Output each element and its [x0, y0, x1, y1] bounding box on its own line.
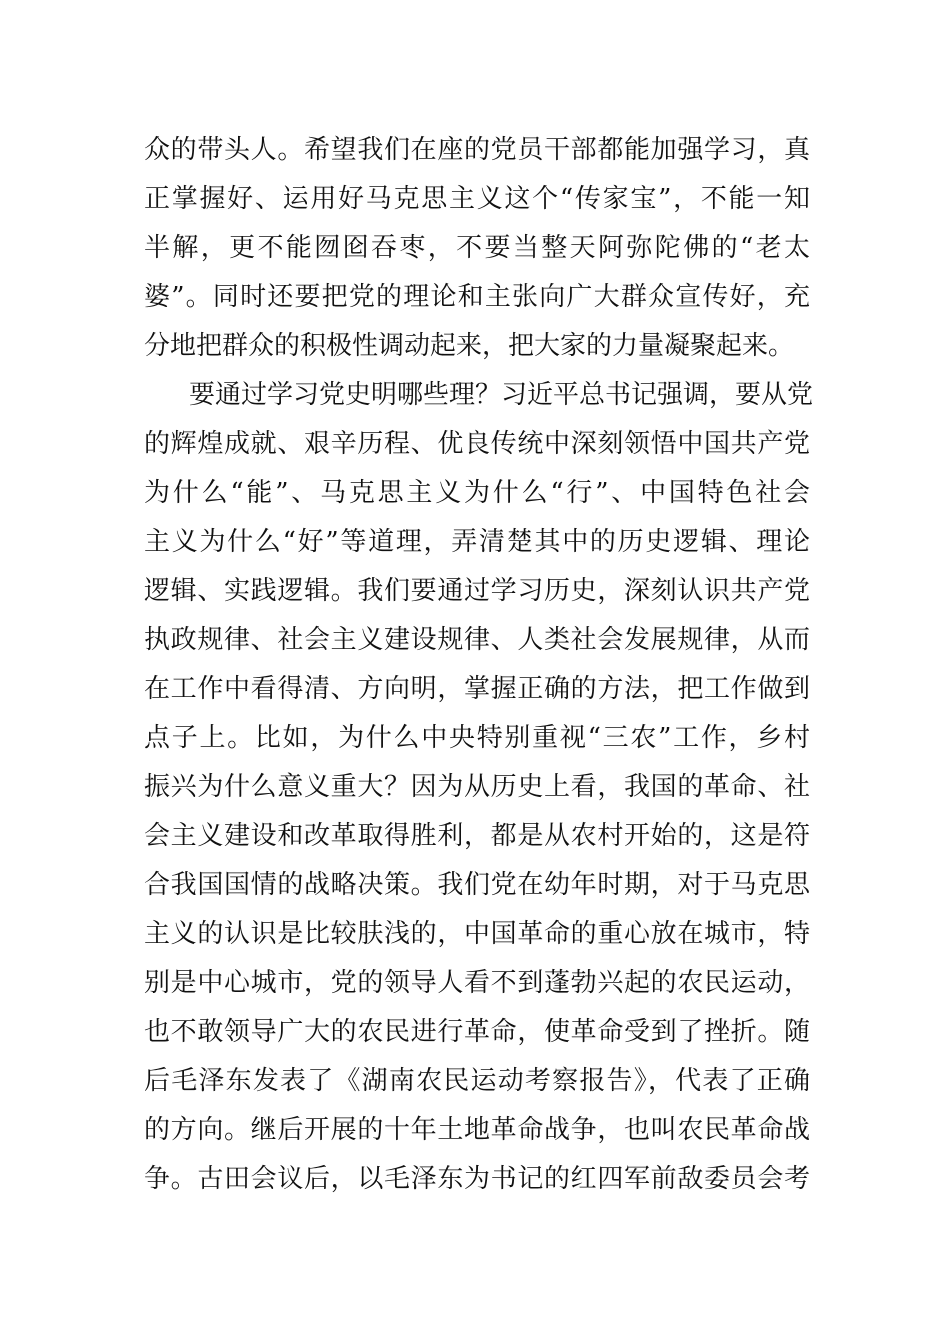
text-line: 后毛泽东发表了《湖南农民运动考察报告》，代表了正确 [144, 1066, 810, 1096]
text-line: 逻辑、实践逻辑。我们要通过学习历史，深刻认识共产党 [144, 576, 810, 606]
paragraph-first-line: 要通过学习党史明哪些理？习近平总书记强调，要从党 [189, 380, 814, 410]
text-line: 为什么“能”、马克思主义为什么“行”、中国特色社会 [144, 478, 810, 508]
text-line: 执政规律、社会主义建设规律、人类社会发展规律，从而 [144, 625, 810, 655]
text-line: 在工作中看得清、方向明，掌握正确的方法，把工作做到 [144, 674, 810, 704]
text-line: 合我国国情的战略决策。我们党在幼年时期，对于马克思 [144, 870, 810, 900]
text-line: 点子上。比如，为什么中央特别重视“三农”工作，乡村 [144, 723, 810, 753]
text-line: 半解，更不能囫囵吞枣，不要当整天阿弥陀佛的“老太 [144, 233, 810, 263]
text-line: 主义为什么“好”等道理，弄清楚其中的历史逻辑、理论 [144, 527, 810, 557]
text-line: 争。古田会议后，以毛泽东为书记的红四军前敌委员会考 [144, 1164, 810, 1194]
text-line: 振兴为什么意义重大？因为从历史上看，我国的革命、社 [144, 772, 810, 802]
text-line: 别是中心城市，党的领导人看不到蓬勃兴起的农民运动， [144, 968, 810, 998]
text-line: 婆”。同时还要把党的理论和主张向广大群众宣传好，充 [144, 282, 810, 312]
text-line: 众的带头人。希望我们在座的党员干部都能加强学习，真 [144, 135, 810, 165]
text-line: 会主义建设和改革取得胜利，都是从农村开始的，这是符 [144, 821, 810, 851]
text-line: 正掌握好、运用好马克思主义这个“传家宝”，不能一知 [144, 184, 810, 214]
text-line: 的辉煌成就、艰辛历程、优良传统中深刻领悟中国共产党 [144, 429, 810, 459]
text-line: 也不敢领导广大的农民进行革命，使革命受到了挫折。随 [144, 1017, 810, 1047]
text-line: 主义的认识是比较肤浅的，中国革命的重心放在城市，特 [144, 919, 810, 949]
text-line: 分地把群众的积极性调动起来，把大家的力量凝聚起来。 [144, 331, 795, 361]
text-line: 的方向。继后开展的十年土地革命战争，也叫农民革命战 [144, 1115, 810, 1145]
